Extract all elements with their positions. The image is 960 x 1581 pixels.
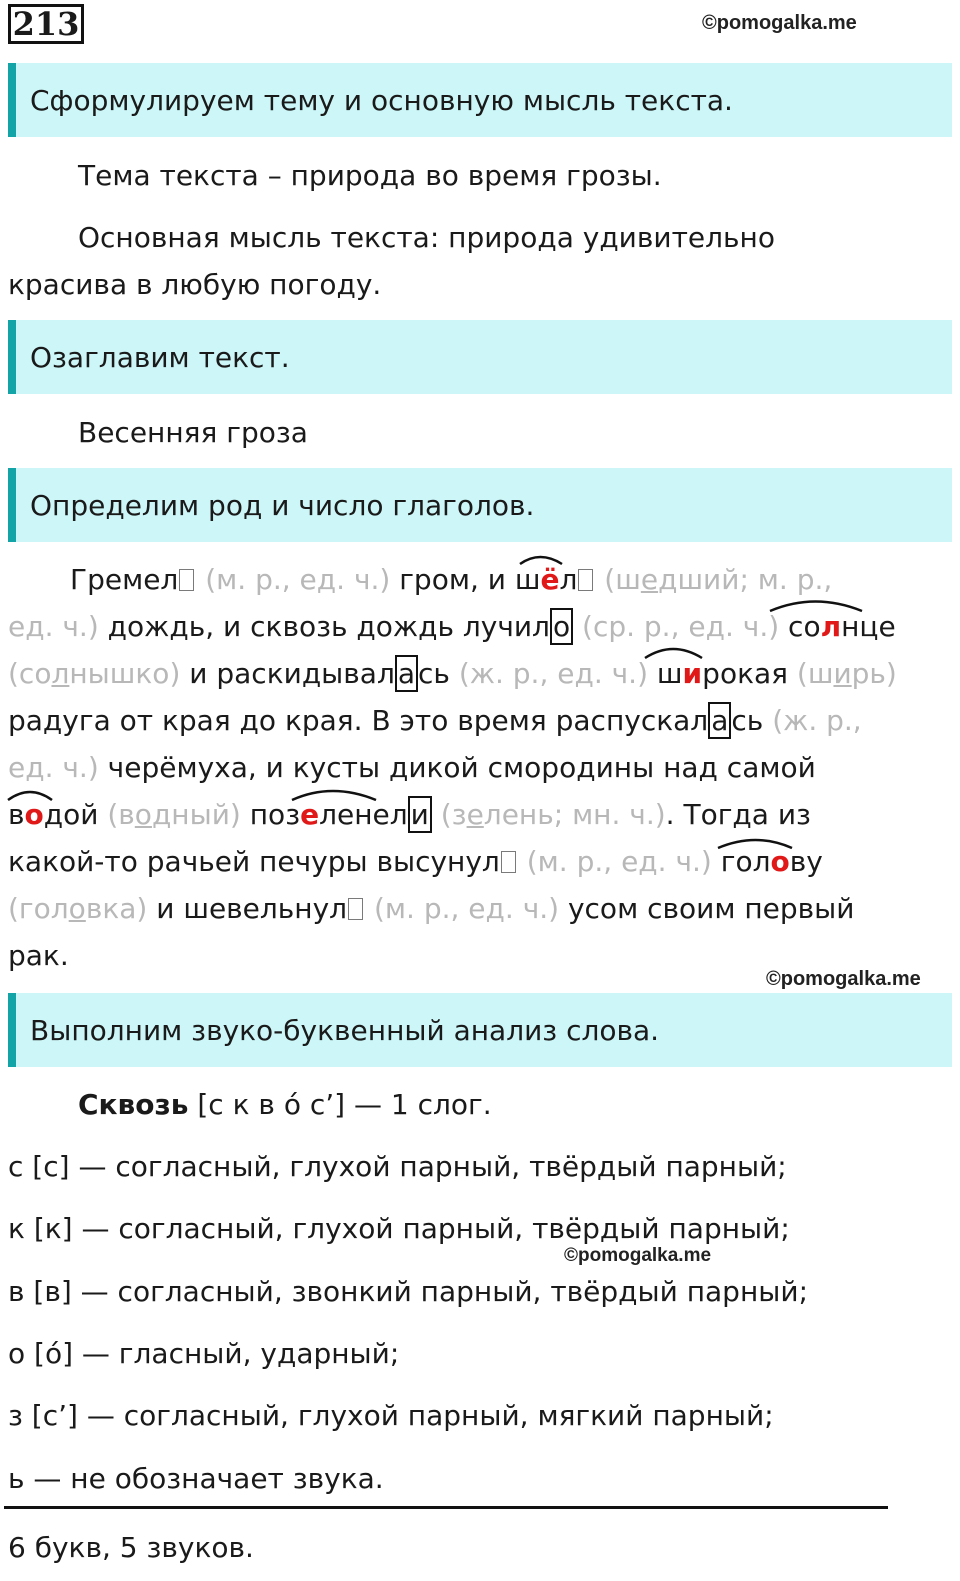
analysis-row: в [в] — согласный, звонкий парный, твёрдый парный; [8,1275,808,1308]
section-title-heading [8,320,952,394]
main-idea-line-1: Основная мысль текста: природа удивительно [78,221,775,254]
watermark-middle: ©pomogalka.me [766,968,921,990]
section-title-text: Сформулируем тему и основную мысль текста. [30,83,733,117]
analysis-row: о [о́] — гласный, ударный; [8,1337,400,1370]
root-arcs [0,540,960,820]
text-line: рак. [8,939,69,972]
section-title-theme [8,63,952,137]
section-title-verbs [8,468,952,542]
analysis-transcription: [с к в о́ с’] — 1 слог. [188,1088,492,1121]
text-line: ед. ч.) дождь, и сквозь дождь лучил о (ср. р., ед. ч.) солнце [8,610,896,643]
analysis-word-line [8,1081,948,1128]
divider-line [4,1506,888,1509]
text-line: радуга от края до края. В это время распускал а сь (ж. р., [8,704,862,737]
text-line: Гремел (м. р., ед. ч.) гром, и шёл (шедший; м. р., [70,563,833,596]
text-line: какой-то рачьей печуры высунул (м. р., ед. ч.) голову [8,845,823,878]
root-arc-golovu [0,830,960,870]
analysis-word: Сквозь [78,1088,189,1121]
watermark-top: ©pomogalka.me [702,12,857,34]
exercise-number: 213 [8,4,84,44]
text-line: водой (водный) позеленел и (зелень; мн. ч.). Тогда из [8,798,811,831]
analysis-row: ь — не обозначает звука. [8,1462,384,1495]
text-line: (головка) и шевельнул (м. р., ед. ч.) усом своим первый [8,892,855,925]
analysis-row: з [с’] — согласный, глухой парный, мягкий парный; [8,1399,774,1432]
section-title-text: Выполним звуко-буквенный анализ слова. [30,1013,660,1047]
main-idea-line-2: красива в любую погоду. [8,268,382,301]
analysis-row: к [к] — согласный, глухой парный, твёрдый парный; [8,1212,790,1245]
section-title-text: Озаглавим текст. [30,340,290,374]
text-line: ед. ч.) черёмуха, и кусты дикой смородины над самой [8,751,816,784]
text-title-answer: Весенняя гроза [78,416,308,449]
analysis-row: с [с] — согласный, глухой парный, твёрдый парный; [8,1150,787,1183]
section-title-analysis [8,993,952,1067]
watermark-lower: ©pomogalka.me [564,1245,712,1266]
section-title-text: Определим род и число глаголов. [30,488,535,522]
summary-text: 6 букв, 5 звуков. [8,1531,254,1564]
text-line: (солнышко) и раскидывал а сь (ж. р., ед. ч.) широкая (ширь) [8,657,897,690]
theme-text: Тема текста – природа во время грозы. [78,159,662,192]
